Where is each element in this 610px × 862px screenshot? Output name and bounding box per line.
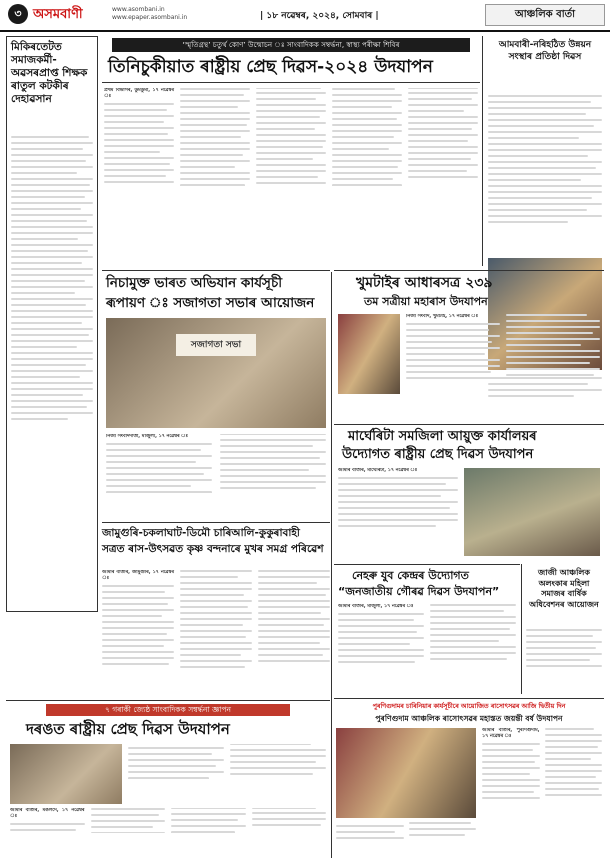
story-purnia-kicker: পুৰণিগুদামৰ চাৰিনিয়াৰ কাৰ্যসূচীৰে আয়োজিত ৰাসোৎসৱৰ আজি দ্বিতীয় দিন (372, 703, 566, 710)
epaper-link[interactable]: www.epaper.asombani.in (112, 14, 188, 21)
section-label: আঞ্চলিক বাৰ্তা (485, 4, 605, 26)
story-jaji-headline: জাজী আঞ্চলিক অলংকাৰ মহিলা সমাজৰ বাৰ্ষিক অধিবেশনৰ আয়োজন (529, 568, 599, 609)
story-darrang-photo (10, 744, 122, 804)
left-column-body (11, 133, 93, 603)
story-darrang-body (10, 808, 326, 856)
story-mariani (334, 424, 604, 560)
column-rule (521, 564, 522, 694)
story-purnia-body-lower (336, 822, 476, 854)
website-links (112, 6, 187, 22)
story-khumtai-dateline: নিজা সংবাদ, খুমটাই, ১৭ নৱেম্বৰ ঃ (406, 314, 479, 319)
divider (102, 522, 330, 523)
divider (6, 700, 330, 701)
divider (334, 564, 520, 565)
story-mariani-photo (464, 468, 600, 556)
masthead (0, 0, 610, 32)
newspaper-logo: অসমবাণী (33, 7, 83, 22)
story-khumtai (334, 270, 604, 420)
story-purnia-body (482, 728, 602, 854)
right-column-body (488, 92, 602, 252)
story-purnia (334, 698, 604, 858)
story-khumtai-photo (338, 314, 400, 394)
story-mariani-dateline: আমাৰ বাতৰি, মাৰ্ঘেৰিটা, ১৭ নৱেম্বৰ ঃ (338, 468, 418, 473)
story-nehru-dateline: আমাৰ বাতৰি, মাজুলী, ১৭ নৱেম্বৰ ঃ (338, 604, 414, 609)
column-rule (482, 36, 483, 266)
story-darrang-dateline: আমাৰ বাতৰি, মঙলদৈ, ১৭ নৱেম্বৰ ঃ (10, 808, 85, 820)
top-story-dateline: প্ৰথম বিভাগৰ, ডুমডুমা, ১৭ নৱেম্বৰ ঃ (104, 88, 174, 100)
top-story-headline: তিনিচুকীয়াত ৰাষ্ট্ৰীয় প্ৰেছ দিৱস-২০২৪ উদযাপন (108, 57, 433, 77)
divider (102, 270, 330, 271)
issue-date: | ১৮ নৱেম্বৰ, ২০২৪, সোমবাৰ | (260, 11, 379, 21)
divider (334, 698, 604, 699)
left-column-headline: মিকিৰতেটত সমাজকৰ্মী-অৱসৰপ্ৰাপ্ত শিক্ষক ৰাতুল কটকীৰ দেহাৱসান (11, 41, 88, 105)
story-purnia-headline: পুৰণিগুদাম আঞ্চলিক ৰাসোৎসৱৰ মহাস্তত জয়ন্তী বৰ্ষ উদযাপন (375, 714, 563, 723)
story-nehru-headline-1: নেহৰু যুব কেন্দ্ৰৰ উদ্যোগত (352, 569, 469, 582)
divider (334, 270, 604, 271)
story-nehru (334, 564, 520, 694)
story-khumtai-headline-1: খুমটাইৰ আধাৰসত্ৰ ২৩৯ (356, 275, 493, 291)
story-nichamukt (102, 270, 330, 520)
divider (102, 82, 480, 83)
story-jamugurihat-headline-1: জামুগুৰি-চকলাঘাট-ডিমৌ চাৰিআলি-কুকুৰাবাহী (102, 527, 300, 539)
story-purnia-dateline: আমাৰ বাতৰি, পুৰণিগুদাম, ১৭ নৱেম্বৰ ঃ (482, 728, 540, 740)
story-nichamukt-dateline: নিজা সংবাদদাতা, মাজুলী, ১৭ নৱেম্বৰ ঃ (106, 434, 188, 439)
story-darrang (6, 700, 330, 858)
column-rule (331, 272, 332, 858)
story-jamugurihat-body (102, 570, 330, 710)
story-jaji-body (526, 626, 602, 692)
photo-banner: সজাগতা সভা (176, 334, 256, 356)
story-jaji (524, 564, 604, 694)
top-story (102, 36, 480, 268)
story-jamugurihat-headline-box (100, 526, 330, 570)
story-khumtai-body (406, 314, 600, 414)
left-column-story (6, 36, 98, 612)
story-jamugurihat-dateline: আমাৰ বাতৰি, জামুগুৰি, ১৭ নৱেম্বৰ ঃ (102, 570, 174, 582)
story-jamugurihat-headline-2: সত্ৰত ৰাস-উৎসৱত কৃষ্ণ বন্দনাৰে মুখৰ সমগ্ৰ পৰিৱেশ (102, 543, 324, 555)
story-nehru-headline-2: “জনজাতীয় গৌৰৱ দিৱস উদযাপন” (338, 585, 500, 598)
divider (334, 424, 604, 425)
right-column-headline: আমবাৰী-নৰিহঠিত উন্নয়ন সংস্থাৰ প্ৰতিষ্ঠা দিৱস (498, 40, 592, 62)
story-khumtai-headline-2: তম সত্ৰীয়া মহাৰাস উদযাপন (364, 295, 488, 308)
story-nichamukt-headline-2: ৰূপায়ণ ঃ সজাগতা সভাৰ আয়োজন (106, 295, 315, 311)
story-mariani-headline-1: মাৰ্ঘেৰিটা সমজিলা আয়ুক্ত কাৰ্যালয়ৰ (348, 429, 537, 444)
story-darrang-headline: দৰঙত ৰাষ্ট্ৰীয় প্ৰেছ দিৱস উদযাপন (26, 720, 230, 738)
story-darrang-kicker: ৭ গৰাকী জ্যেষ্ঠ সাংবাদিকক সম্বৰ্দ্ধনা জ্ঞাপন (46, 704, 290, 716)
story-darrang-body-right (128, 744, 326, 804)
story-nehru-body (338, 604, 516, 692)
story-nichamukt-headline-1: নিচামুক্ত ভাৰত অভিযান কাৰ্যসূচী (106, 275, 283, 291)
website-link[interactable]: www.asombani.in (112, 6, 165, 13)
story-mariani-body (338, 468, 458, 558)
story-purnia-photo (336, 728, 476, 818)
story-mariani-headline-2: উদ্যোগত ৰাষ্ট্ৰীয় প্ৰেছ দিৱস উদযাপন (342, 447, 534, 462)
story-nichamukt-body (106, 434, 326, 516)
top-story-body (104, 88, 478, 264)
page-number: ৩ (8, 4, 28, 24)
story-nichamukt-photo (106, 318, 326, 428)
top-story-kicker: ‘স্মৃতিগ্ৰন্থ’ চতুৰ্থ কোণ’ উন্মোচন ঃ সাংবাদিকক সম্বৰ্দ্ধনা, স্বাস্থ্য পৰীক্ষা শিবিৰ (112, 38, 470, 52)
